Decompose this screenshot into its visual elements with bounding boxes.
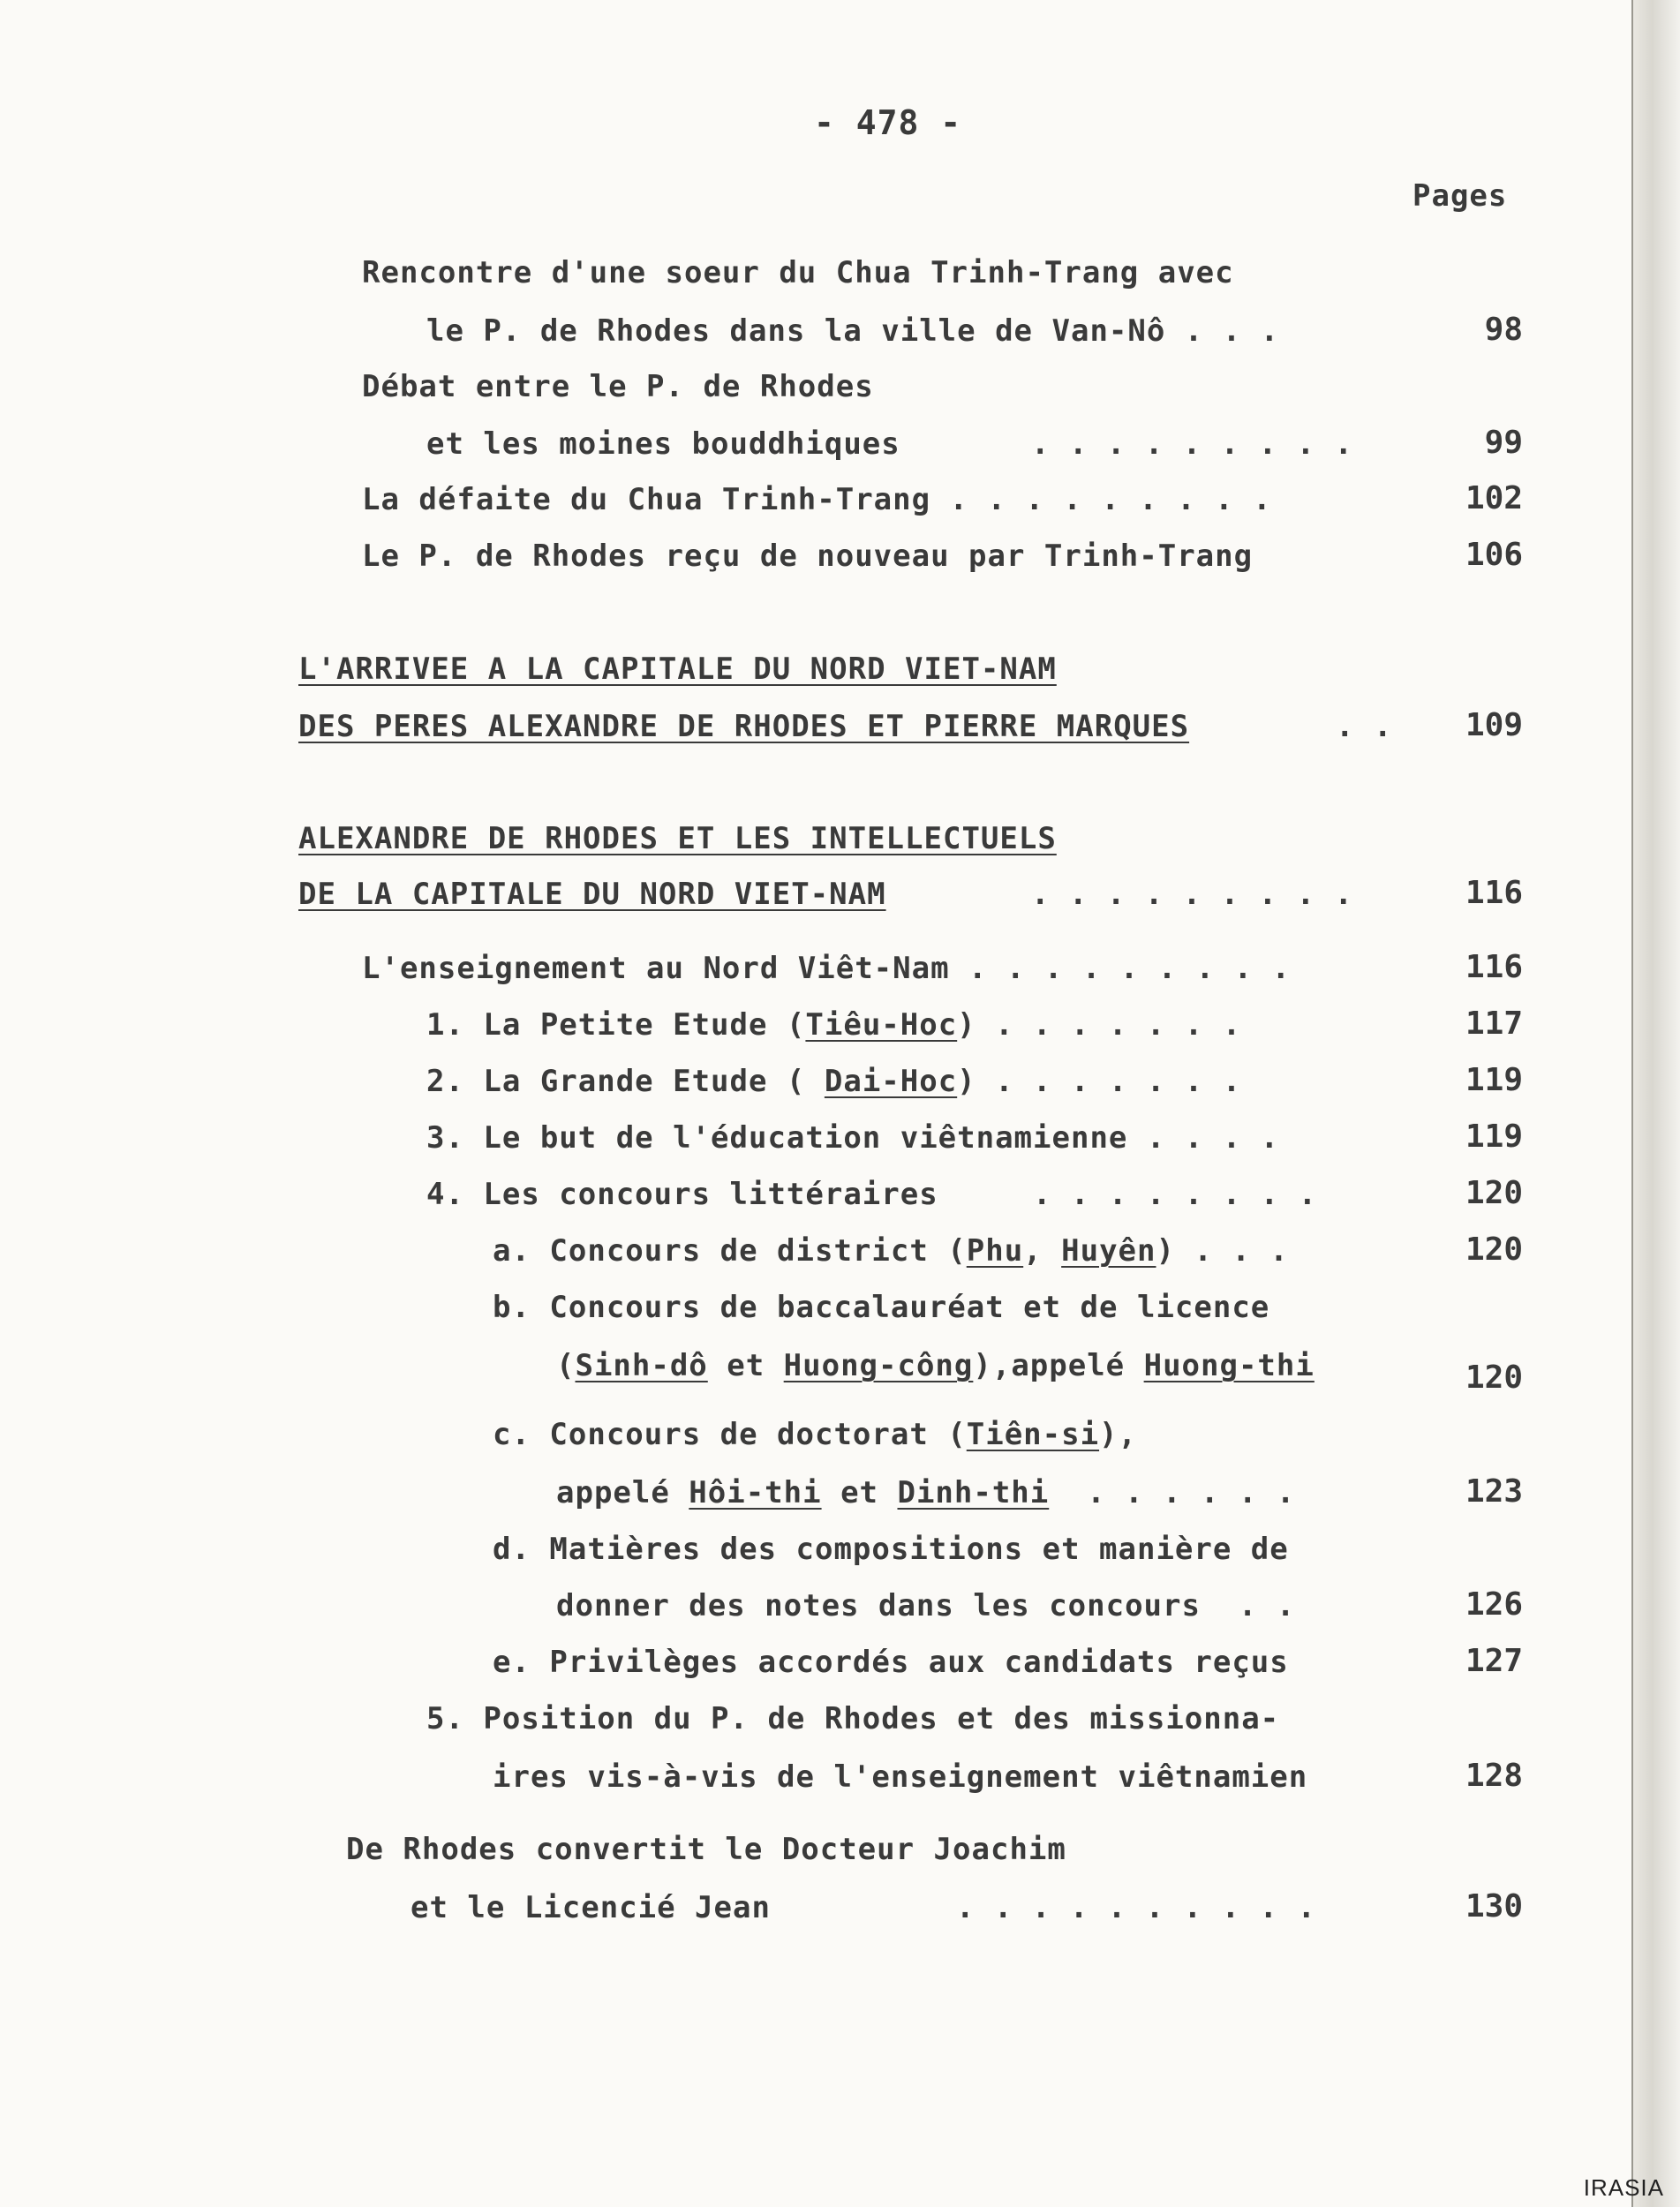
toc-entry-text: 5. Position du P. de Rhodes et des missionna-	[426, 1701, 1280, 1736]
toc-page-number: 120	[1465, 1232, 1523, 1268]
toc-entry-text: donner des notes dans les concours . .	[556, 1588, 1296, 1623]
watermark-label: IRASIA	[1583, 2174, 1664, 2201]
toc-entry-text: Rencontre d'une soeur du Chua Trinh-Trang avec	[362, 255, 1234, 290]
toc-entry-text: appelé Hôi-thi et Dinh-thi . . . . . .	[556, 1475, 1296, 1510]
toc-leader-dots: . . . . . . . . .	[1031, 426, 1353, 462]
page-number: - 478 -	[814, 103, 962, 142]
toc-page-number: 119	[1465, 1119, 1523, 1155]
toc-page-number: 120	[1465, 1360, 1523, 1396]
section-heading: DES PERES ALEXANDRE DE RHODES ET PIERRE MARQUES	[298, 709, 1190, 744]
toc-page-number: 127	[1465, 1643, 1523, 1679]
toc-entry-text: a. Concours de district (Phu, Huyên) . . .	[493, 1233, 1289, 1269]
toc-entry-text: De Rhodes convertit le Docteur Joachim	[346, 1832, 1066, 1867]
toc-leader-dots: . . . . . . . . .	[1031, 877, 1353, 912]
toc-page-number: 119	[1465, 1062, 1523, 1098]
toc-entry-text: et les moines bouddhiques	[426, 426, 900, 462]
toc-leader-dots: . . . . . . . . . .	[956, 1890, 1316, 1925]
section-heading: L'ARRIVEE A LA CAPITALE DU NORD VIET-NAM	[298, 652, 1057, 687]
toc-entry-text: (Sinh-dô et Huong-công),appelé Huong-thi	[556, 1348, 1315, 1383]
toc-leader-dots: . .	[1336, 709, 1393, 744]
toc-page-number: 117	[1465, 1006, 1523, 1042]
toc-page-number: 116	[1465, 949, 1523, 985]
toc-entry-text: 1. La Petite Etude (Tiêu-Hoc) . . . . . . .	[426, 1007, 1242, 1043]
pages-column-label: Pages	[1413, 178, 1508, 214]
toc-entry-text: e. Privilèges accordés aux candidats reçus	[493, 1645, 1289, 1680]
toc-entry-text: et le Licencié Jean	[411, 1890, 771, 1925]
toc-page-number: 130	[1465, 1888, 1523, 1925]
toc-entry-text: ires vis-à-vis de l'enseignement viêtnamien	[493, 1759, 1308, 1795]
toc-entry-text: Le P. de Rhodes reçu de nouveau par Trinh-Trang	[362, 539, 1254, 574]
toc-entry-text: L'enseignement au Nord Viêt-Nam . . . . . . . . .	[362, 951, 1292, 986]
section-heading: DE LA CAPITALE DU NORD VIET-NAM	[298, 877, 886, 912]
toc-page-number: 120	[1465, 1175, 1523, 1211]
toc-entry-text: 2. La Grande Etude ( Dai-Hoc) . . . . . . .	[426, 1064, 1242, 1099]
toc-entry-text: Débat entre le P. de Rhodes	[362, 369, 874, 404]
toc-page-number: 123	[1465, 1473, 1523, 1510]
toc-entry-text: b. Concours de baccalauréat et de licence	[493, 1290, 1270, 1325]
toc-entry-text: c. Concours de doctorat (Tiên-si),	[493, 1417, 1137, 1452]
toc-entry-text: d. Matières des compositions et manière de	[493, 1532, 1289, 1567]
toc-page-number: 128	[1465, 1758, 1523, 1794]
toc-page-number: 116	[1465, 875, 1523, 911]
toc-page-number: 109	[1465, 707, 1523, 743]
section-heading: ALEXANDRE DE RHODES ET LES INTELLECTUELS	[298, 821, 1057, 856]
page-edge-shadow	[1631, 0, 1680, 2207]
toc-entry-text: 3. Le but de l'éducation viêtnamienne . . . .	[426, 1120, 1280, 1156]
toc-entry-text: le P. de Rhodes dans la ville de Van-Nô . . .	[426, 313, 1280, 349]
toc-page-number: 98	[1484, 312, 1523, 348]
toc-page-number: 102	[1465, 480, 1523, 516]
toc-entry-text: 4. Les concours littéraires . . . . . . . .	[426, 1177, 1318, 1212]
toc-page-number: 106	[1465, 537, 1523, 573]
toc-page-number: 126	[1465, 1586, 1523, 1623]
toc-entry-text: La défaite du Chua Trinh-Trang . . . . . . . . .	[362, 482, 1272, 517]
toc-page-number: 99	[1484, 425, 1523, 461]
